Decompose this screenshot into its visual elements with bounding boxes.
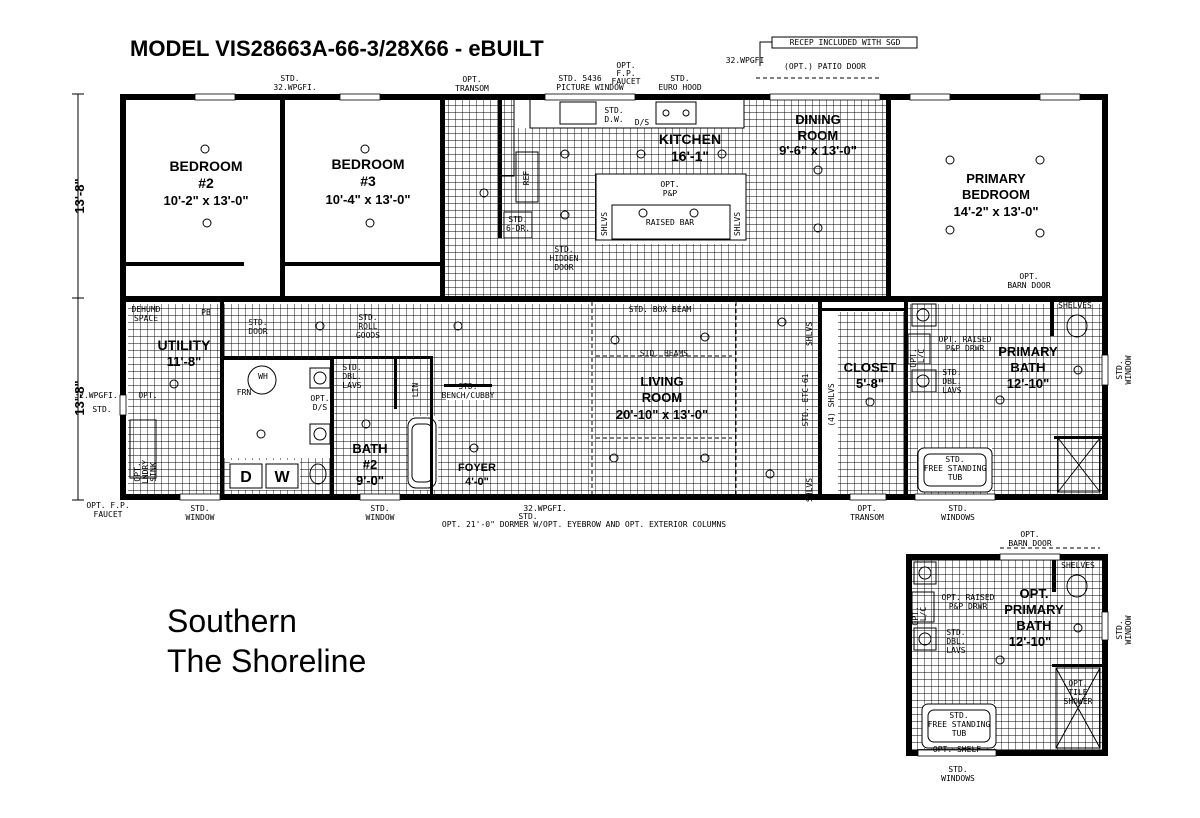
- svg-text:OPT. RAISED: OPT. RAISED: [938, 335, 992, 344]
- transom-top: TRANSOM: [455, 84, 489, 93]
- bedroom2-name: BEDROOM: [169, 158, 243, 174]
- svg-text:STD.: STD.: [280, 74, 300, 83]
- svg-text:STD.: STD.: [1115, 360, 1124, 380]
- closet-size: 5'-8": [855, 376, 885, 391]
- tile-shower: SHOWER: [1063, 697, 1093, 706]
- dimension-upper: 13'-8": [72, 178, 87, 214]
- svg-text:FREE STANDING: FREE STANDING: [927, 720, 991, 729]
- svg-text:OPT. RAISED: OPT. RAISED: [941, 593, 995, 602]
- svg-text:ROLL: ROLL: [358, 322, 378, 331]
- washer: W: [274, 469, 290, 486]
- svg-text:DEHUMD: DEHUMD: [131, 305, 161, 314]
- svg-text:OPT.: OPT.: [616, 61, 636, 70]
- svg-text:OPT. F.P.: OPT. F.P.: [86, 501, 130, 510]
- box-beam: STD. BOX BEAM: [628, 305, 692, 314]
- kitchen-size: 16'-1": [671, 148, 709, 164]
- inset-windows: WINDOWS: [941, 774, 975, 783]
- dimension-lines: [72, 94, 84, 500]
- closet-shelves: (4) SHLVS: [827, 383, 836, 427]
- svg-text:DBL.: DBL.: [342, 372, 362, 381]
- svg-text:STD.: STD.: [358, 313, 378, 322]
- bath2-dbl-lavs: LAVS: [342, 381, 362, 390]
- svg-text:STD.: STD.: [508, 215, 528, 224]
- primary-bedroom-name: PRIMARY: [966, 171, 1026, 186]
- living-size: 20'-10" x 13'-0": [615, 407, 709, 422]
- bedroom3-size: 10'-4" x 13'-0": [325, 192, 411, 207]
- model-title: MODEL VIS28663A-66-3/28X66 - eBUILT: [130, 36, 544, 61]
- opt-bath-size: 12'-10": [1008, 634, 1052, 649]
- svg-text:STD.: STD.: [945, 455, 965, 464]
- svg-text:STD.: STD.: [458, 382, 478, 391]
- opt-bath-name2: PRIMARY: [1004, 602, 1064, 617]
- window-bottom-left: WINDOW: [185, 513, 215, 522]
- svg-text:DBL.: DBL.: [946, 637, 966, 646]
- wpgfi-left-top: 32.WPGFI.: [273, 83, 317, 92]
- etc-61: STD. ETC-61: [801, 373, 810, 427]
- living-name2: ROOM: [641, 390, 683, 405]
- bath2-num: #2: [362, 457, 378, 472]
- brand-line2: The Shoreline: [167, 643, 367, 679]
- bedroom2-num: #2: [198, 175, 214, 191]
- primary-bath-name: PRIMARY: [998, 344, 1058, 359]
- fp-faucet-top: FAUCET: [611, 77, 641, 86]
- laundry-sink: SINK: [149, 462, 158, 482]
- dryer: D: [240, 469, 252, 486]
- foyer-size: 4'-0": [465, 476, 489, 488]
- primary-bath-name2: BATH: [1010, 360, 1046, 375]
- living-name: LIVING: [640, 374, 684, 389]
- fp-faucet-bottom: FAUCET: [93, 510, 123, 519]
- svg-text:OPT.: OPT.: [660, 180, 680, 189]
- opt-bath-name3: BATH: [1016, 618, 1052, 633]
- svg-text:STD.: STD.: [92, 405, 112, 414]
- water-heater: WH: [258, 372, 268, 381]
- wpgfi-bottom: 32.WPGFI.: [523, 504, 567, 513]
- svg-text:OPT.: OPT.: [857, 504, 877, 513]
- furnace: FRN: [236, 388, 252, 397]
- svg-text:STD.: STD.: [670, 74, 690, 83]
- wpgfi-top-label: 32.WPGFI: [725, 56, 765, 65]
- dining-size: 9'-6" x 13'-0": [779, 143, 857, 158]
- primary-dbl-lavs: LAVS: [942, 386, 962, 395]
- picture-window: PICTURE WINDOW: [556, 83, 624, 92]
- svg-text:SHLVS: SHLVS: [805, 477, 814, 503]
- bedroom3-name: BEDROOM: [331, 156, 405, 172]
- refrigerator: REF: [522, 170, 531, 186]
- raised-bar: RAISED BAR: [645, 218, 695, 227]
- utility-size: 11'-8": [166, 354, 202, 369]
- svg-text:STD.: STD.: [342, 363, 362, 372]
- dimension-lower: 13'-8": [72, 380, 87, 416]
- dishwasher: D.W.: [604, 115, 624, 124]
- svg-text:STD.: STD.: [370, 504, 390, 513]
- svg-text:STD.: STD.: [948, 765, 968, 774]
- shelves: SHELVES: [1058, 301, 1092, 310]
- svg-text:OPT.: OPT.: [138, 391, 158, 400]
- svg-text:OPT.: OPT.: [909, 348, 918, 368]
- svg-text:TILE: TILE: [1068, 688, 1088, 697]
- dining-name: DINING: [795, 112, 841, 127]
- svg-text:PB: PB: [201, 308, 211, 317]
- svg-text:LNDRY: LNDRY: [141, 459, 150, 485]
- windows-bottom: WINDOWS: [941, 513, 975, 522]
- inset-linen-closet: L/C: [919, 606, 928, 622]
- bedroom3-num: #3: [360, 173, 376, 189]
- closet-name: CLOSET: [843, 360, 897, 375]
- std-door: DOOR: [248, 327, 268, 336]
- svg-text:STD.: STD.: [946, 628, 966, 637]
- svg-text:OPT.: OPT.: [462, 75, 482, 84]
- svg-text:STD.: STD.: [604, 106, 624, 115]
- svg-text:OPT.: OPT.: [1020, 530, 1040, 539]
- svg-text:STD.: STD.: [1115, 620, 1124, 640]
- inset-dbl-lavs: LAVS: [946, 646, 966, 655]
- free-standing-tub: TUB: [947, 473, 963, 482]
- six-drawer: 6-DR.: [505, 224, 531, 233]
- svg-text:OPT.: OPT.: [1019, 272, 1039, 281]
- barn-door: BARN DOOR: [1007, 281, 1051, 290]
- bath2-size: 9'-0": [355, 473, 385, 488]
- hidden-door: DOOR: [554, 263, 574, 272]
- window-bottom-mid: WINDOW: [365, 513, 395, 522]
- svg-text:HIDDEN: HIDDEN: [549, 254, 579, 263]
- beams: STD. BEAMS: [639, 349, 689, 358]
- dormer-note: OPT. 21'-0" DORMER W/OPT. EYEBROW AND OPT. EXTERIOR COLUMNS: [441, 520, 727, 529]
- svg-text:SHLVS: SHLVS: [733, 211, 742, 237]
- svg-text:SHLVS: SHLVS: [600, 211, 609, 237]
- inset-shelves: SHELVES: [1061, 561, 1095, 570]
- bedroom2-size: 10'-2" x 13'-0": [163, 193, 249, 208]
- dehumd-space: SPACE: [133, 314, 159, 323]
- brand-line1: Southern: [167, 603, 297, 639]
- svg-text:OPT.: OPT.: [133, 462, 142, 482]
- side-window: WINDOW: [1124, 355, 1133, 385]
- svg-text:OPT.: OPT.: [911, 606, 920, 626]
- kitchen-name: KITCHEN: [658, 131, 722, 147]
- svg-text:OPT.: OPT.: [310, 394, 330, 403]
- roll-goods: GOODS: [355, 331, 381, 340]
- raised-pp-drawer: P&P DRWR: [945, 344, 985, 353]
- svg-text:STD.: STD.: [190, 504, 210, 513]
- svg-text:STD.: STD.: [948, 504, 968, 513]
- inset-raised-drawer: P&P DRWR: [948, 602, 988, 611]
- inset-side-window: WINDOW: [1124, 615, 1133, 645]
- svg-text:OPT.: OPT.: [1068, 679, 1088, 688]
- svg-text:STD.: STD.: [518, 512, 538, 521]
- svg-text:DBL.: DBL.: [942, 377, 962, 386]
- opt-shelf: OPT. SHELF: [932, 745, 982, 754]
- svg-text:STD.: STD.: [554, 245, 574, 254]
- linen-closet: L/C: [917, 348, 926, 364]
- primary-bath-size: 12'-10": [1006, 376, 1050, 391]
- svg-text:FREE STANDING: FREE STANDING: [923, 464, 987, 473]
- svg-text:D/S: D/S: [312, 403, 328, 412]
- svg-text:SHLVS: SHLVS: [805, 321, 814, 347]
- dining-name2: ROOM: [797, 128, 839, 143]
- transom-bottom: TRANSOM: [850, 513, 884, 522]
- foyer-name: FOYER: [458, 462, 496, 474]
- patio-door-label: (OPT.) PATIO DOOR: [784, 62, 866, 71]
- primary-bedroom-size: 14'-2" x 13'-0": [953, 204, 1039, 219]
- bench-cubby: BENCH/CUBBY: [441, 391, 495, 400]
- svg-text:F.P.: F.P.: [616, 69, 636, 78]
- inset-barn-door: BARN DOOR: [1008, 539, 1052, 548]
- svg-text:STD. 5436: STD. 5436: [558, 74, 602, 83]
- inset-tub: TUB: [951, 729, 967, 738]
- recep-note: RECEP INCLUDED WITH SGD: [789, 38, 901, 47]
- svg-text:STD.: STD.: [942, 368, 962, 377]
- utility-name: UTILITY: [157, 337, 211, 353]
- primary-bedroom-name2: BEDROOM: [962, 187, 1030, 202]
- bath2-name: BATH: [352, 441, 388, 456]
- svg-text:STD.: STD.: [949, 711, 969, 720]
- opt-bath-name: OPT.: [1019, 586, 1049, 601]
- euro-hood: EURO HOOD: [658, 83, 702, 92]
- svg-text:32.WPGFI.: 32.WPGFI.: [74, 391, 118, 400]
- svg-text:STD.: STD.: [248, 318, 268, 327]
- pots-pans: P&P: [662, 189, 678, 198]
- svg-text:D/S: D/S: [634, 118, 650, 127]
- linen: LIN: [411, 382, 420, 398]
